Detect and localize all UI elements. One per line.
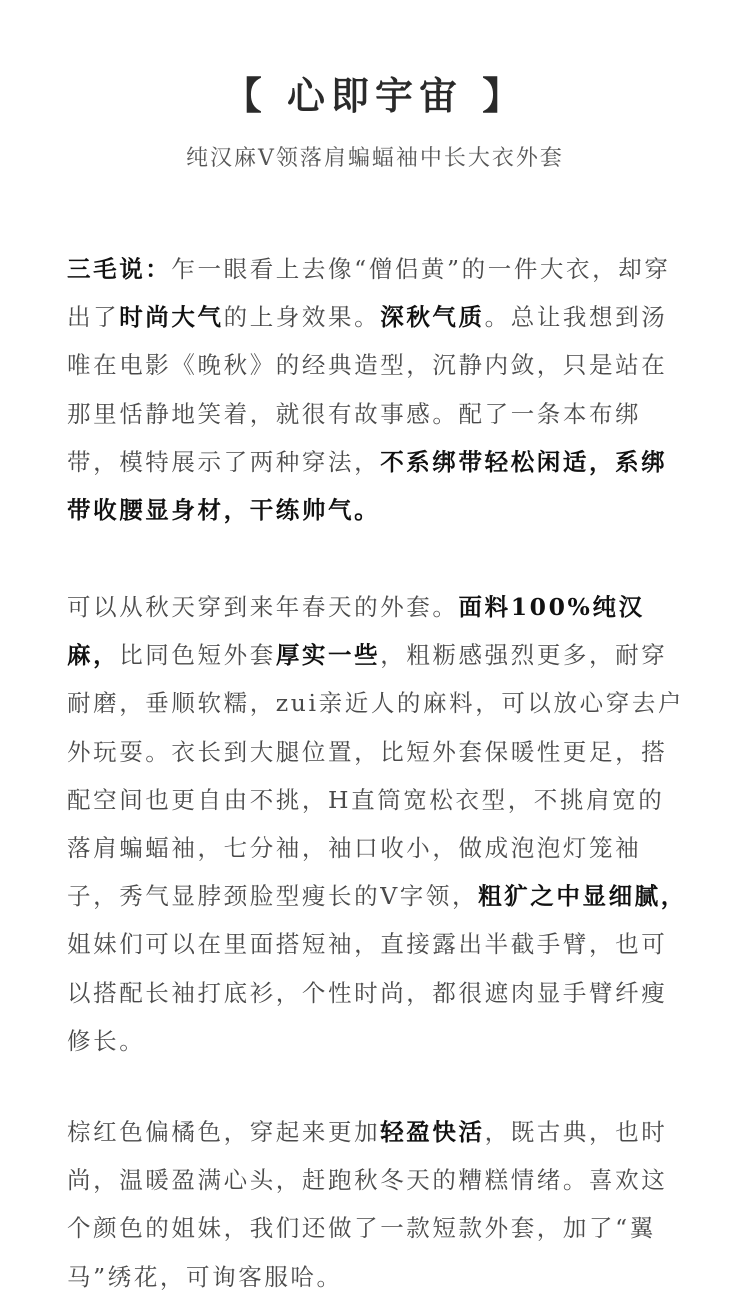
highlight-text: 厚实一些 — [275, 641, 381, 670]
text-segment: 。总让我想到汤唯在电影《晚秋》的经典造型，沉静内敛，只是站在那里恬静地笑着，就很有故事感。配了一条本布绑带，模特展示了两种穿法， — [67, 303, 668, 476]
text-segment: 棕红色偏橘色，穿起来更加 — [67, 1118, 381, 1146]
product-subtitle: 纯汉麻V领落肩蝙蝠袖中长大衣外套 — [186, 146, 564, 171]
text-segment: 姐妹们可以在里面搭短袖，直接露出半截手臂，也可以搭配长袖打底衫，个性时尚，都很遮肉显手臂纤瘦修长。 — [67, 930, 668, 1055]
text-segment: 可以从秋天穿到来年春天的外套。 — [67, 593, 459, 621]
text-segment: 比同色短外套 — [119, 641, 276, 670]
text-segment: 的上身效果。 — [223, 303, 381, 332]
highlight-text: 时尚大气 — [119, 303, 224, 332]
text-segment: 乍一眼看上去像“僧侣黄”的一件大衣，却穿出了 — [67, 255, 671, 332]
paragraph-lead: 三毛说： — [67, 255, 172, 283]
description-paragraph-1 — [67, 245, 687, 534]
highlight-text: 面料100%纯汉麻， — [67, 593, 645, 670]
highlight-text: 不系绑带轻松闲适，系绑带收腰显身材，干练帅气。 — [67, 447, 668, 525]
description-paragraph-2 — [67, 583, 687, 1065]
text-segment: ，既古典，也时尚，温暖盈满心头，赶跑秋冬天的糟糕情绪。喜欢这个颜色的姐妹，我们还做了一款短款外套，加了“翼马”绣花，可询客服哈。 — [67, 1118, 668, 1291]
page-title: 【 心即宇宙 】 — [223, 73, 527, 118]
highlight-text: 深秋气质 — [380, 303, 485, 332]
description-paragraph-3 — [67, 1108, 687, 1301]
highlight-text: 轻盈快活 — [380, 1118, 485, 1146]
text-segment: ，粗粝感强烈更多，耐穿耐磨，垂顺软糯，zui亲近人的麻料，可以放心穿去户外玩耍。衣长到大腿位置，比短外套保暖性更足，搭配空间也更自由不挑，H直筒宽松衣型，不挑肩宽的落肩蝙蝠袖，七分袖，袖口收小，做成泡泡灯笼袖子，秀气显脖颈脸型瘦长的V字领， — [67, 641, 685, 911]
highlight-text: 粗犷之中显细腻， — [478, 882, 687, 911]
